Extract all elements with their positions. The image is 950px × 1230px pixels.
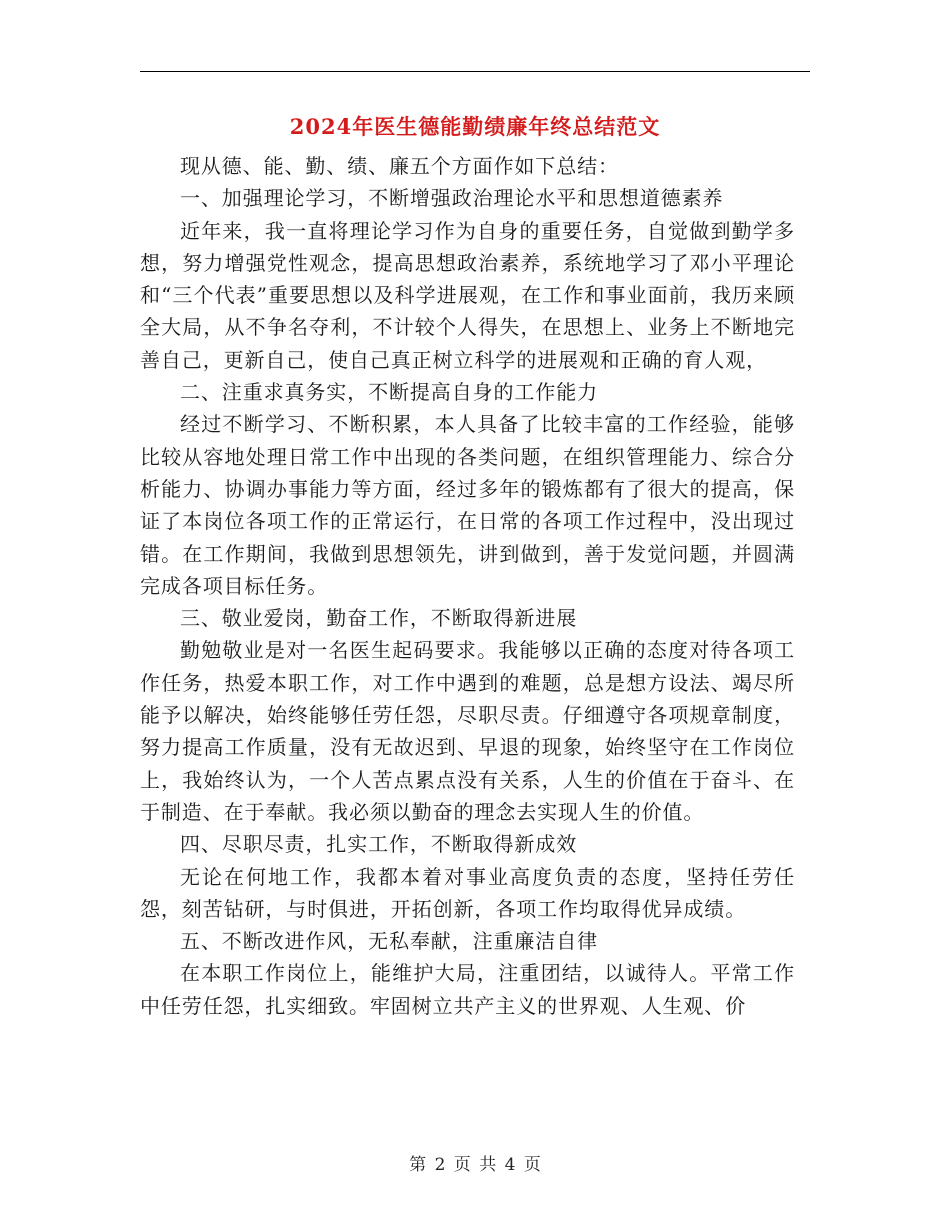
paragraph-section-4: 无论在何地工作，我都本着对事业高度负责的态度，坚持任劳任怨，刻苦钻研，与时俱进，开拓创新，各项工作均取得优异成绩。 <box>140 864 795 921</box>
paragraph-section-2: 经过不断学习、不断积累，本人具备了比较丰富的工作经验，能够比较从容地处理日常工作中出现的各类问题，在组织管理能力、综合分析能力、协调办事能力等方面，经过多年的锻炼都有了很大的提高，保证了本岗位各项工作的正常运行，在日常的各项工作过程中，没出现过错。在工作期间，我做到思想领先，讲到做到，善于发觉问题，并圆满完成各项目标任务。 <box>140 412 795 598</box>
document-body <box>140 150 795 1022</box>
page-number: 第 2 页 共 4 页 <box>409 1155 541 1175</box>
document-title: 2024年医生德能勤绩廉年终总结范文 <box>289 114 661 139</box>
paragraph-intro: 现从德、能、勤、绩、廉五个方面作如下总结： <box>180 154 619 178</box>
paragraph-section-3: 勤勉敬业是对一名医生起码要求。我能够以正确的态度对待各项工作任务，热爱本职工作，对工作中遇到的难题，总是想方设法、竭尽所能予以解决，始终能够任劳任怨，尽职尽责。仔细遵守各项规章制度，努力提高工作质量，没有无故迟到、早退的现象，始终坚守在工作岗位上，我始终认为，一个人苦点累点没有关系，人生的价值在于奋斗、在于制造、在于奉献。我必须以勤奋的理念去实现人生的价值。 <box>140 638 795 824</box>
header-rule <box>140 71 810 72</box>
section-heading-1: 一、加强理论学习，不断增强政治理论水平和思想道德素养 <box>180 186 724 211</box>
section-heading-5: 五、不断改进作风，无私奉献，注重廉洁自律 <box>180 929 598 954</box>
paragraph-section-1: 近年来，我一直将理论学习作为自身的重要任务，自觉做到勤学多想，努力增强党性观念，提高思想政治素养，系统地学习了邓小平理论和“三个代表”重要思想以及科学进展观，在工作和事业面前，我历来顾全大局，从不争名夺利，不计较个人得失，在思想上、业务上不断地完善自己，更新自己，使自己真正树立科学的进展观和正确的育人观， <box>140 218 795 372</box>
section-heading-2: 二、注重求真务实，不断提高自身的工作能力 <box>180 380 598 405</box>
paragraph-section-5: 在本职工作岗位上，能维护大局，注重团结，以诚待人。平常工作中任劳任怨，扎实细致。牢固树立共产主义的世界观、人生观、价 <box>140 961 795 1018</box>
section-heading-3: 三、敬业爱岗，勤奋工作，不断取得新进展 <box>180 606 578 631</box>
section-heading-4: 四、尽职尽责，扎实工作，不断取得新成效 <box>180 832 578 857</box>
